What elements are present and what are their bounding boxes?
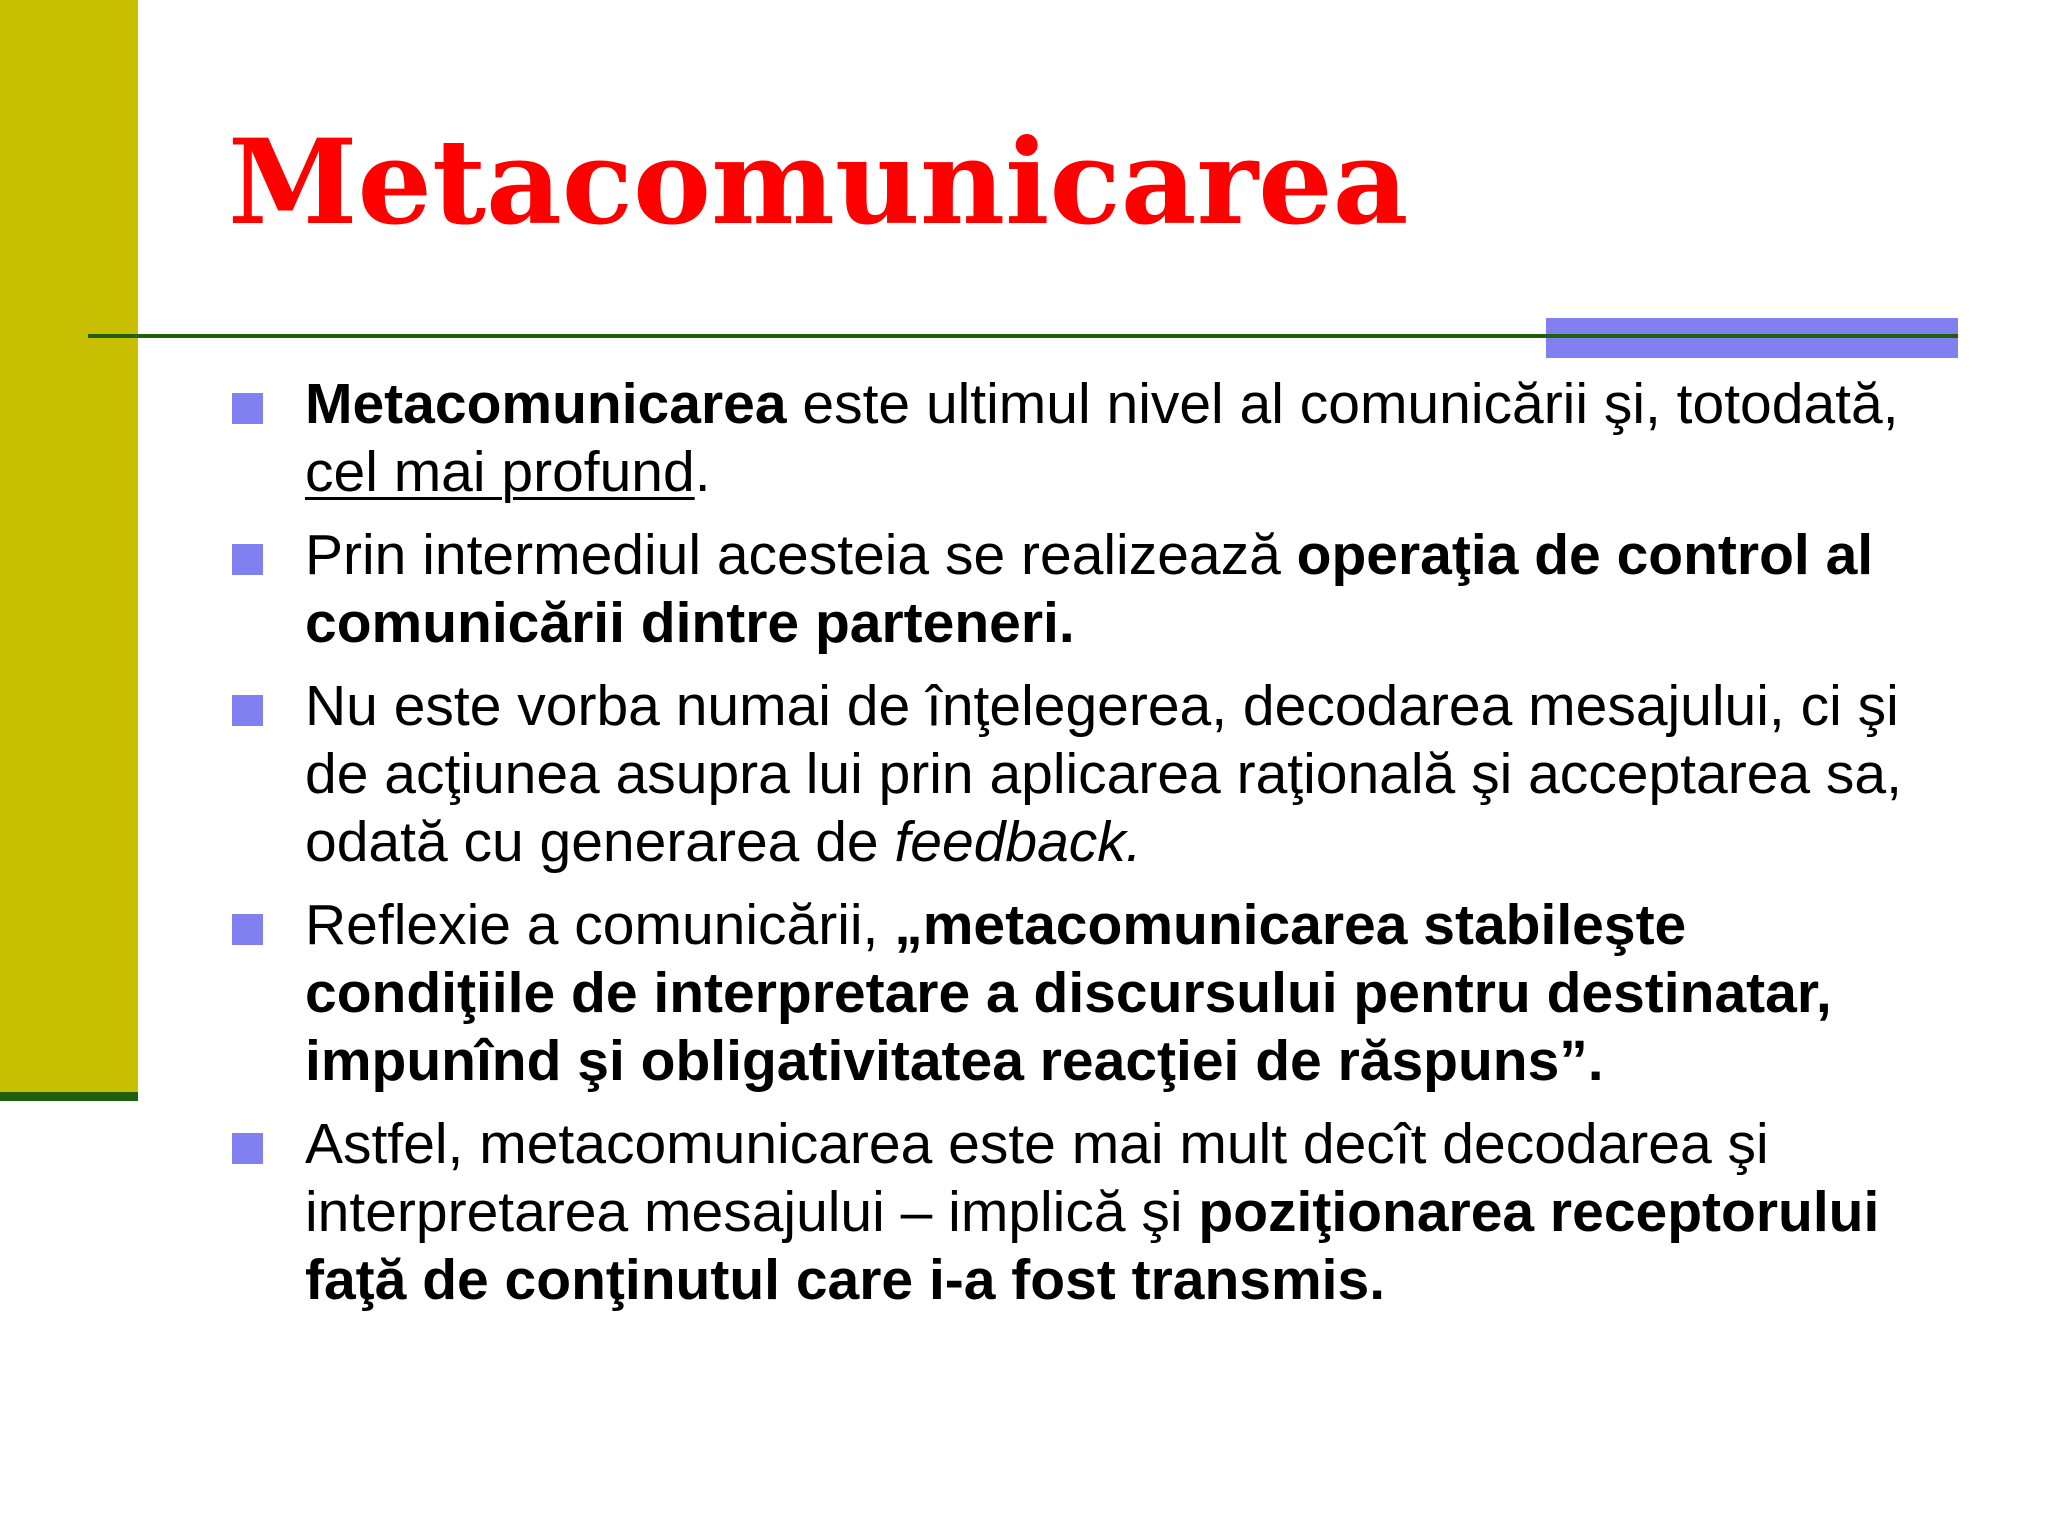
bullet-item-3 bbox=[228, 672, 1948, 876]
bullet-item-5 bbox=[228, 1110, 1948, 1314]
bullet-3-italic-text: feedback. bbox=[894, 810, 1142, 874]
bullet-4-text: Reflexie a comunicării, bbox=[305, 893, 895, 957]
title-accent-block bbox=[1546, 318, 1958, 358]
bullet-list bbox=[228, 370, 1948, 1329]
square-bullet-icon bbox=[232, 544, 263, 575]
bullet-3-text: Nu este vorba numai de înţelegerea, decodarea mesajului, ci şi de acţiunea asupra lui prin aplicarea raţională şi acceptarea sa, odată cu generarea de bbox=[305, 674, 1902, 874]
slide-title: Metacomunicarea bbox=[228, 113, 1409, 251]
bullet-1-text: este ultimul nivel al comunicării şi, totodată, bbox=[786, 372, 1899, 436]
left-bar-bottom-edge bbox=[0, 1092, 138, 1101]
square-bullet-icon bbox=[232, 695, 263, 726]
title-rule-line bbox=[88, 334, 1958, 338]
bullet-item-2 bbox=[228, 521, 1948, 657]
bullet-item-4 bbox=[228, 891, 1948, 1095]
bullet-1-underlined-text: cel mai profund bbox=[305, 440, 695, 504]
square-bullet-icon bbox=[232, 914, 263, 945]
bullet-2-bold-text: operaţia de control al comunicării dintre parteneri. bbox=[305, 523, 1874, 655]
bullet-1-bold-term: Metacomunicarea bbox=[305, 372, 787, 436]
square-bullet-icon bbox=[232, 393, 263, 424]
square-bullet-icon bbox=[232, 1133, 263, 1164]
bullet-1-period: . bbox=[694, 440, 711, 504]
bullet-2-text: Prin intermediul acesteia se realizează bbox=[305, 523, 1297, 587]
bullet-5-bold-text: poziţionarea receptorului faţă de conţinutul care i-a fost transmis. bbox=[305, 1180, 1880, 1312]
left-accent-bar bbox=[0, 0, 138, 1094]
bullet-5-text: Astfel, metacomunicarea este mai mult decît decodarea şi interpretarea mesajului – implică şi bbox=[305, 1112, 1769, 1244]
bullet-4-bold-quote: „metacomunicarea stabileşte condiţiile de interpretare a discursului pentru destinatar, impunînd şi obligativitatea reacţiei de răspuns”. bbox=[305, 893, 1832, 1093]
bullet-item-1 bbox=[228, 370, 1948, 506]
